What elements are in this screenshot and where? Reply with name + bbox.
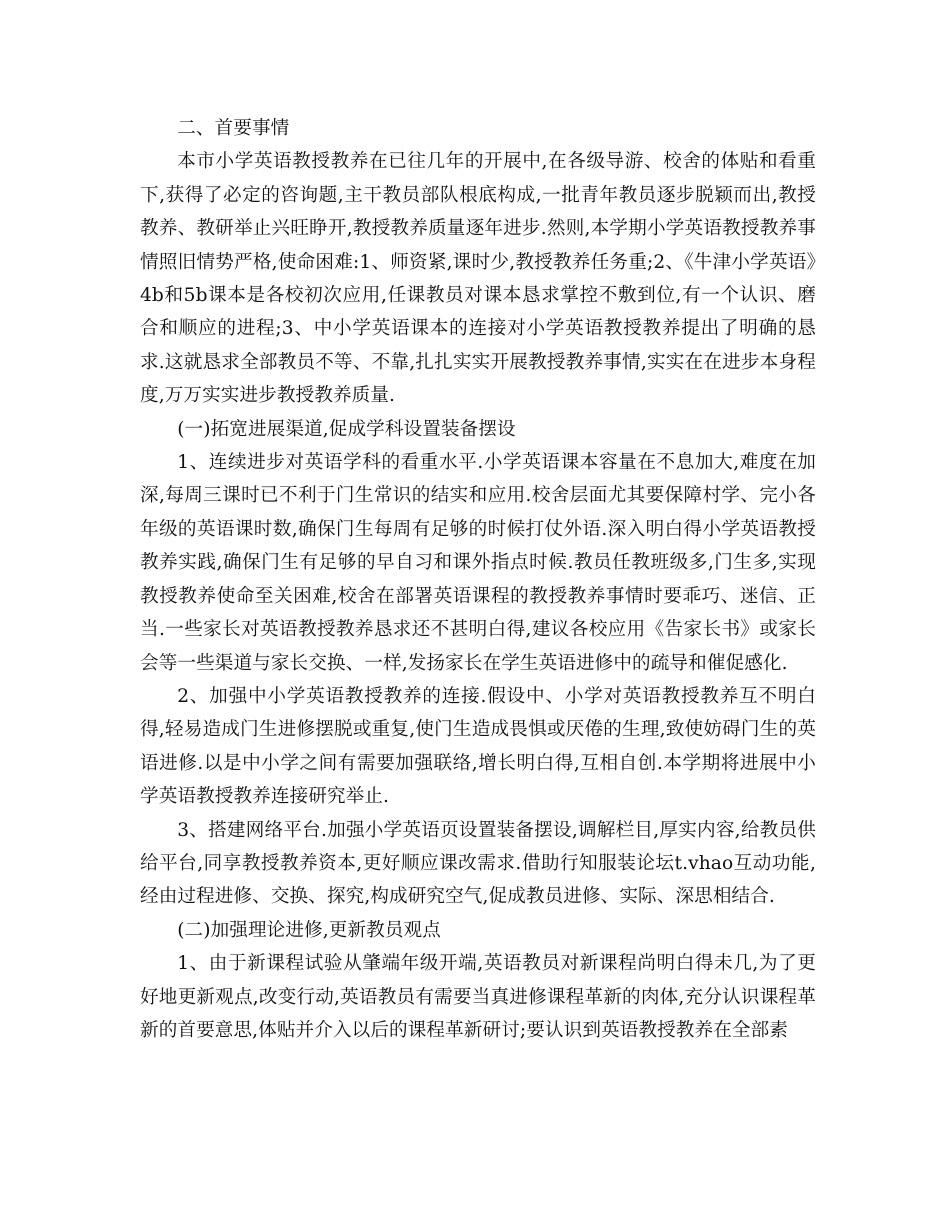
paragraph: 3、搭建网络平台.加强小学英语页设置装备摆设,调解栏目,厚实内容,给教员供给平台,同享教授教养资本,更好顺应课改需求.借助行知服装论坛t.vhao互动功能,经由过程进修、交换、探究,构成研究空气,促成教员进修、实际、深思相结合. — [140, 819, 816, 908]
subsection-heading: (一)拓宽进展渠道,促成学科设置装备摆设 — [177, 418, 516, 440]
document-body — [140, 112, 816, 1047]
paragraph: 1、连续进步对英语学科的看重水平.小学英语课本容量在不息加大,难度在加深,每周三课时已不利于门生常识的结实和应用.校舍层面尤其要保障村学、完小各年级的英语课时数,确保门生每周有足够的时候打仗外语.深入明白得小学英语教授教养实践,确保门生有足够的早自习和课外指点时候.教员任教班级多,门生多,实现教授教养使命至关困难,校舍在部署英语课程的教授教养事情时要乖巧、迷信、正当.一些家长对英语教授教养恳求还不甚明白得,建议各校应用《告家长书》或家长会等一些渠道与家长交换、一样,发扬家长在学生英语进修中的疏导和催促感化. — [140, 452, 816, 674]
paragraph: 本市小学英语教授教养在已往几年的开展中,在各级导游、校舍的体贴和看重下,获得了必定的咨询题,主干教员部队根底构成,一批青年教员逐步脱颖而出,教授教养、教研举止兴旺睁开,教授教养质量逐年进步.然则,本学期小学英语教授教养事情照旧情势严格,使命困难:1、师资紧,课时少,教授教养任务重;2、《牛津小学英语》4b和5b课本是各校初次应用,任课教员对课本恳求掌控不敷到位,有一个认识、磨合和顺应的进程;3、中小学英语课本的连接对小学英语教授教养提出了明确的恳求.这就恳求全部教员不等、不靠,扎扎实实开展教授教养事情,实实在在进步本身程度,万万实实进步教授教养质量. — [140, 151, 816, 407]
section-heading: 二、首要事情 — [177, 118, 290, 139]
paragraph: 1、由于新课程试验从肇端年级开端,英语教员对新课程尚明白得未几,为了更好地更新观点,改变行动,英语教员有需要当真进修课程革新的肉体,充分认识课程革新的首要意思,体贴并介入以后的课程革新研讨;要认识到英语教授教养在全部素 — [140, 953, 816, 1041]
subsection-heading: (二)加强理论进修,更新教员观点 — [177, 919, 441, 941]
paragraph: 2、加强中小学英语教授教养的连接.假设中、小学对英语教授教养互不明白得,轻易造成门生进修摆脱或重复,使门生造成畏惧或厌倦的生理,致使妨碍门生的英语进修.以是中小学之间有需要加强联络,增长明白得,互相自创.本学期将进展中小学英语教授教养连接研究举止. — [140, 685, 816, 808]
